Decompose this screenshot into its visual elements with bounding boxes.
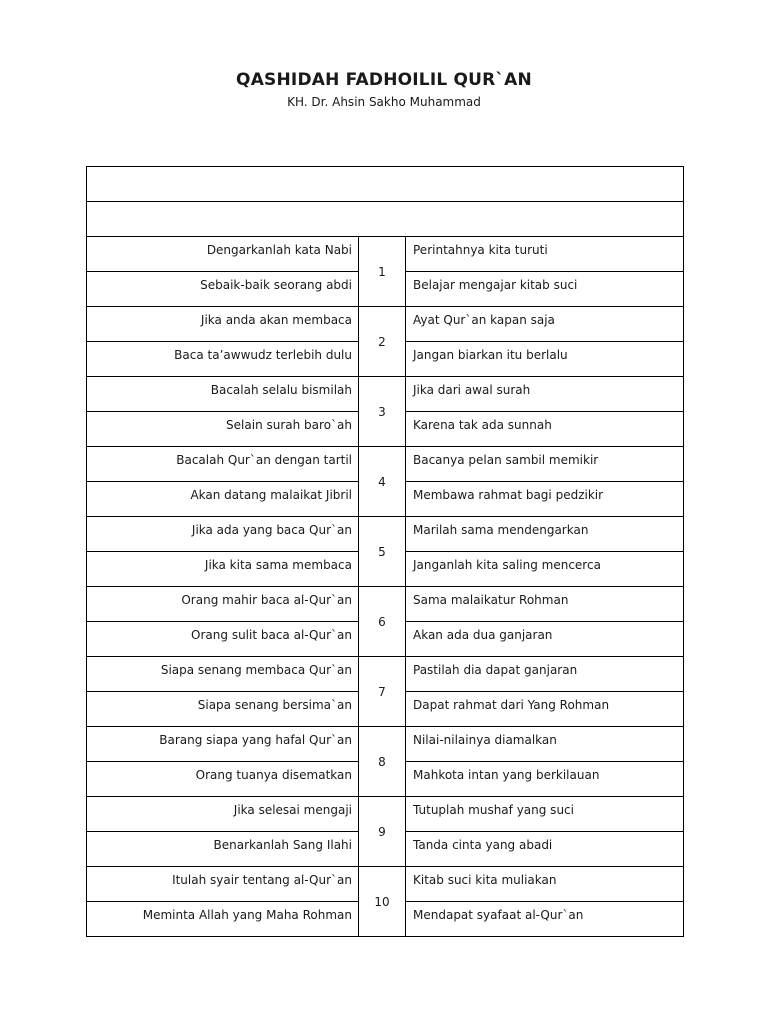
header-cell [87, 167, 684, 202]
verse-first-half: Jika kita sama membaca [87, 552, 359, 587]
verse-number: 5 [359, 517, 406, 587]
verse-first-half: Itulah syair tentang al-Qur`an [87, 867, 359, 902]
verse-first-half: Orang sulit baca al-Qur`an [87, 622, 359, 657]
verse-first-half: Selain surah baro`ah [87, 412, 359, 447]
header-row [87, 167, 684, 202]
verse-first-half: Orang mahir baca al-Qur`an [87, 587, 359, 622]
verse-first-half: Dengarkanlah kata Nabi [87, 237, 359, 272]
qasidah-table [86, 166, 684, 937]
verse-first-half: Benarkanlah Sang Ilahi [87, 832, 359, 867]
verse-second-half: Sama malaikatur Rohman [406, 587, 684, 622]
verse-number: 3 [359, 377, 406, 447]
verse-first-half: Jika selesai mengaji [87, 797, 359, 832]
verse-line-row [87, 587, 684, 622]
document-author: KH. Dr. Ahsin Sakho Muhammad [287, 95, 481, 109]
verse-line-row [87, 237, 684, 272]
verse-first-half: Baca ta’awwudz terlebih dulu [87, 342, 359, 377]
verse-line-row [87, 657, 684, 692]
verse-second-half: Marilah sama mendengarkan [406, 517, 684, 552]
verse-line-row [87, 727, 684, 762]
verse-number: 7 [359, 657, 406, 727]
document-title: QASHIDAH FADHOILIL QUR`AN [236, 70, 532, 90]
header-cell [87, 202, 684, 237]
verse-first-half: Orang tuanya disematkan [87, 762, 359, 797]
verse-second-half: Karena tak ada sunnah [406, 412, 684, 447]
verse-second-half: Akan ada dua ganjaran [406, 622, 684, 657]
verse-second-half: Jangan biarkan itu berlalu [406, 342, 684, 377]
verse-first-half: Sebaik-baik seorang abdi [87, 272, 359, 307]
verse-first-half: Akan datang malaikat Jibril [87, 482, 359, 517]
verse-second-half: Nilai-nilainya diamalkan [406, 727, 684, 762]
verse-second-half: Bacanya pelan sambil memikir [406, 447, 684, 482]
verse-second-half: Pastilah dia dapat ganjaran [406, 657, 684, 692]
verse-number: 10 [359, 867, 406, 937]
verse-line-row [87, 307, 684, 342]
verse-second-half: Mahkota intan yang berkilauan [406, 762, 684, 797]
verse-number: 9 [359, 797, 406, 867]
verse-second-half: Janganlah kita saling mencerca [406, 552, 684, 587]
verse-second-half: Mendapat syafaat al-Qur`an [406, 902, 684, 937]
verse-line-row [87, 377, 684, 412]
verse-second-half: Tutuplah mushaf yang suci [406, 797, 684, 832]
verse-number: 1 [359, 237, 406, 307]
verse-first-half: Siapa senang bersima`an [87, 692, 359, 727]
verse-number: 6 [359, 587, 406, 657]
verse-first-half: Bacalah selalu bismilah [87, 377, 359, 412]
verse-line-row [87, 797, 684, 832]
verse-line-row [87, 517, 684, 552]
verse-second-half: Jika dari awal surah [406, 377, 684, 412]
verse-first-half: Bacalah Qur`an dengan tartil [87, 447, 359, 482]
verse-number: 4 [359, 447, 406, 517]
verse-second-half: Membawa rahmat bagi pedzikir [406, 482, 684, 517]
verse-first-half: Siapa senang membaca Qur`an [87, 657, 359, 692]
verse-line-row [87, 867, 684, 902]
verse-second-half: Ayat Qur`an kapan saja [406, 307, 684, 342]
header-row [87, 202, 684, 237]
verse-second-half: Kitab suci kita muliakan [406, 867, 684, 902]
verse-second-half: Belajar mengajar kitab suci [406, 272, 684, 307]
verse-first-half: Meminta Allah yang Maha Rohman [87, 902, 359, 937]
verse-first-half: Jika anda akan membaca [87, 307, 359, 342]
qasidah-table-body [87, 167, 684, 937]
verse-number: 2 [359, 307, 406, 377]
verse-second-half: Dapat rahmat dari Yang Rohman [406, 692, 684, 727]
verse-first-half: Barang siapa yang hafal Qur`an [87, 727, 359, 762]
verse-number: 8 [359, 727, 406, 797]
verse-line-row [87, 447, 684, 482]
verse-second-half: Perintahnya kita turuti [406, 237, 684, 272]
verse-first-half: Jika ada yang baca Qur`an [87, 517, 359, 552]
verse-second-half: Tanda cinta yang abadi [406, 832, 684, 867]
